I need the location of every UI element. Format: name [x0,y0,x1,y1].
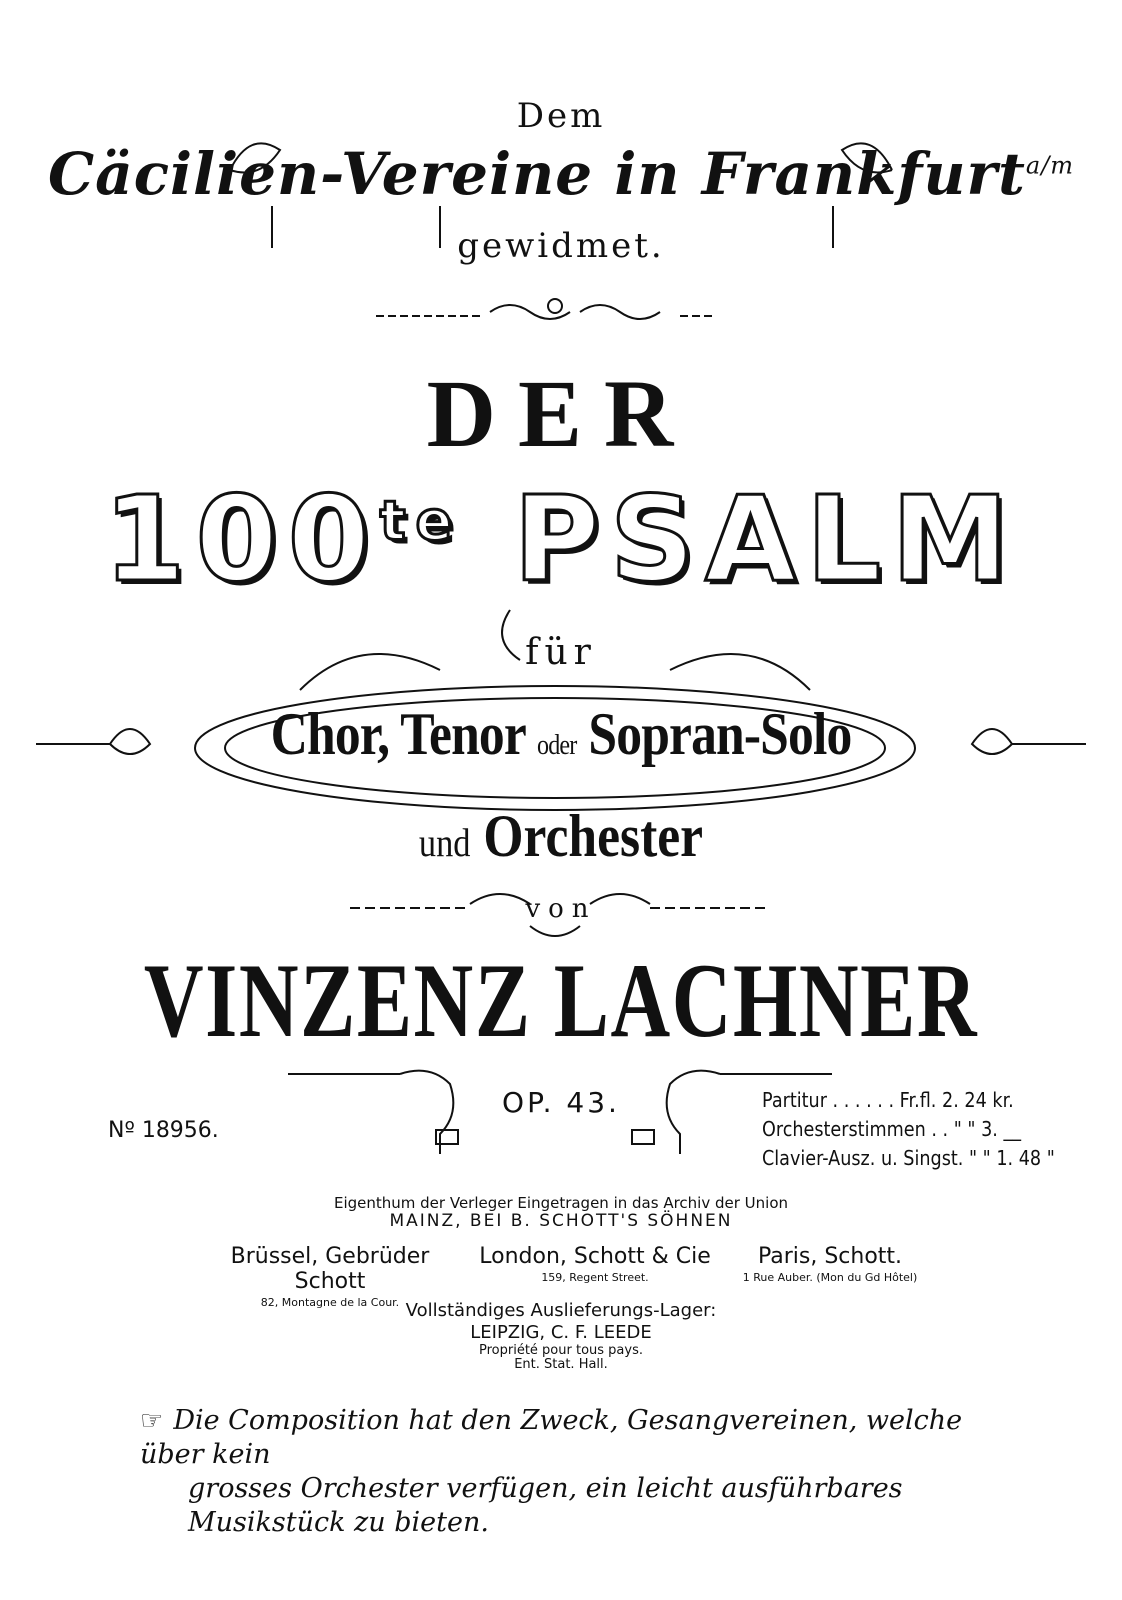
city-address: 159, Regent Street. [541,1271,649,1284]
title-number: 100 [103,470,380,608]
dedication-superscript: a/m [1025,151,1075,180]
deposit-line-1: Vollständiges Auslieferungs-Lager: [405,1300,717,1321]
imprint-rights: Eigenthum der Verleger Eingetragen in das Archiv der Union [333,1194,789,1212]
title-number-suffix: te [379,489,463,553]
dedication-line-2 [0,140,1122,208]
city-name: Brüssel, Gebrüder Schott [230,1244,430,1294]
price-item: Clavier-Ausz. u. Singst. [762,1146,964,1170]
note-line-2: grosses Orchester verfügen, ein leicht ausführbares Musikstück zu bieten. [188,1473,903,1538]
note-line-1: Die Composition hat den Zweck, Gesangvereinen, welche über kein [140,1405,963,1470]
price-item: Orchesterstimmen . . [762,1117,949,1141]
composer-note [140,1404,1000,1540]
deposit-line-2: LEIPZIG, C. F. LEEDE [470,1322,652,1343]
voices-or: oder [537,730,577,761]
dedication-line-1: Dem [516,96,606,136]
title-psalm [0,470,1122,608]
deposit-info [0,1300,1122,1372]
opus-number: OP. 43. [502,1086,620,1119]
scoring-orchestra [79,802,1044,871]
dedication-recipient: Cäcilien-Vereine in Frankfurt [47,140,1026,208]
price-row [762,1144,1055,1173]
price-item: Partitur . . . . . . [762,1088,895,1112]
deposit-line-4: Ent. Stat. Hall. [514,1357,608,1372]
voices-part-b: Sopran-Solo [588,701,852,767]
publisher-cities [0,1244,1122,1309]
title-der: DER [426,360,696,467]
orchestra-und: und [418,820,471,865]
city-address: 1 Rue Auber. (Mon du Gd Hôtel) [742,1271,918,1284]
imprint-publisher: MAINZ, BEI B. SCHOTT'S SÖHNEN [389,1211,733,1231]
city-london [470,1244,720,1284]
city-paris [730,1244,930,1284]
orchestra-word: Orchester [483,803,704,869]
pointing-hand-icon: ☞ [140,1406,164,1436]
price-row [762,1115,1055,1144]
city-name: Paris, Schott. [757,1244,903,1269]
price-value: " " 1. 48 " [968,1146,1055,1170]
price-value: " " 3. __ [953,1117,1022,1141]
deposit-line-3: Propriété pour tous pays. [479,1343,643,1358]
imprint [0,1194,1122,1230]
scoring-voices [79,700,1044,769]
title-word: PSALM [513,470,1019,608]
city-name: London, Schott & Cie [479,1244,711,1269]
voices-part-a: Chor, Tenor [270,701,525,767]
city-address: 82, Montagne de la Cour. [260,1296,400,1309]
price-value: Fr.fl. 2. 24 kr. [899,1088,1014,1112]
composer-von: von [525,894,597,924]
scoring-fuer: für [525,632,597,673]
price-list [762,1086,1055,1173]
dedication-line-3: gewidmet. [457,226,665,266]
composer-name: VINZENZ LACHNER [143,942,979,1059]
price-row [762,1086,1055,1115]
catalog-number: Nº 18956. [108,1118,219,1143]
